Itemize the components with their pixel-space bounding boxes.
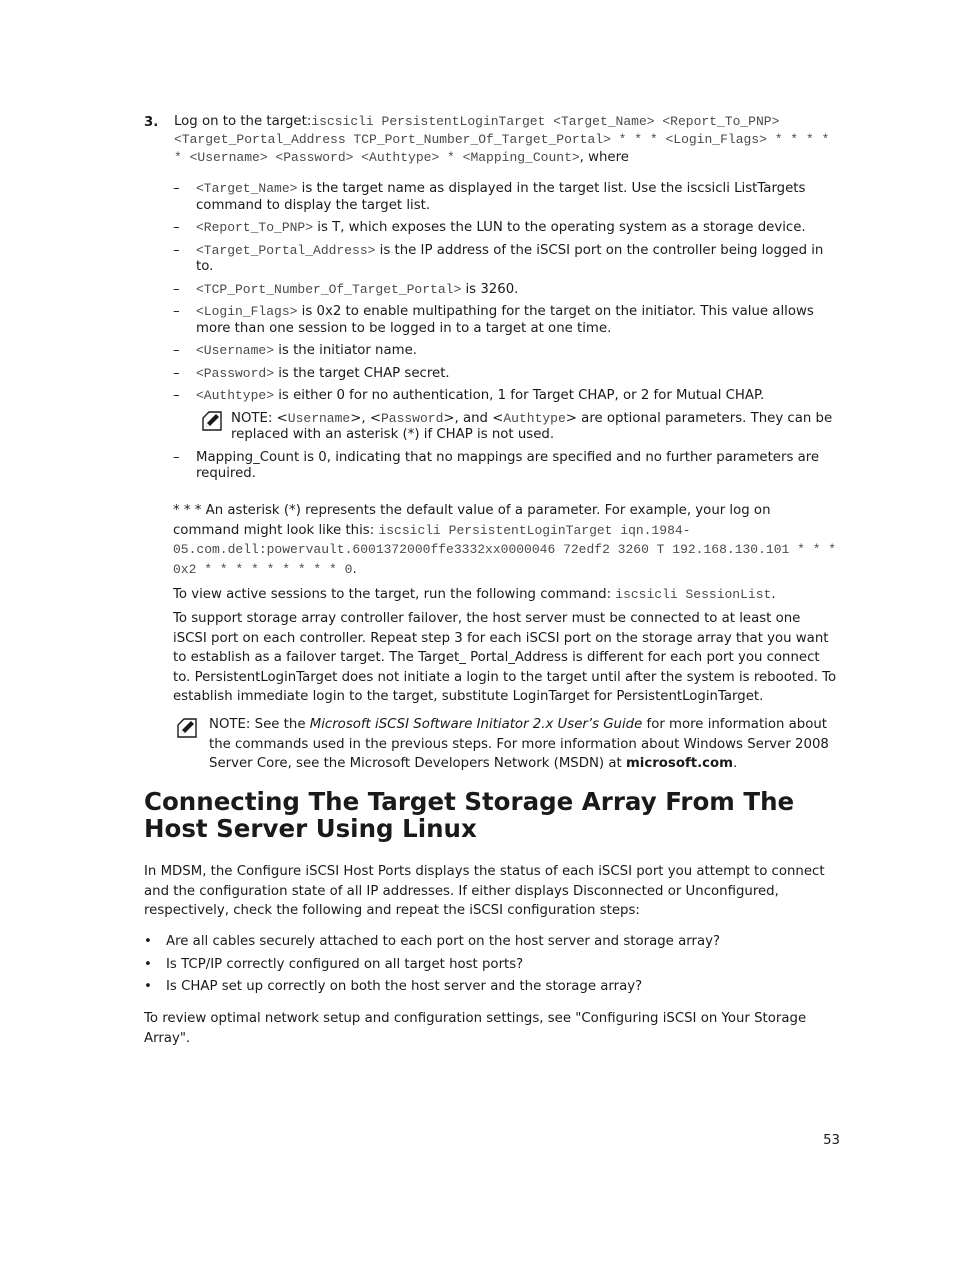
paragraph-end: . [771, 587, 776, 602]
session-list-command: iscsicli SessionList [615, 587, 772, 602]
list-item: – <Target_Portal_Address> is the IP address of the iSCSI port on the controller being logged in to. [173, 242, 824, 274]
param-code: <Login_Flags> [196, 304, 298, 319]
list-item-text: Is CHAP set up correctly on both the host server and the storage array? [166, 979, 643, 994]
param-code: <Target_Name> [196, 181, 298, 196]
asterisk-paragraph [173, 501, 838, 579]
list-item-text: Are all cables securely attached to each port on the host server and storage array? [166, 934, 721, 949]
note-pencil-icon [202, 411, 222, 431]
param-code: <Report_To_PNP> [196, 220, 314, 235]
paragraph-end: . [352, 561, 357, 577]
check-list [144, 932, 834, 1000]
list-item: – <Target_Name> is the target name as displayed in the target list. Use the iscsicli ListTargets command to display the target list. [173, 181, 806, 213]
list-item: – <Authtype> is either 0 for no authentication, 1 for Target CHAP, or 2 for Mutual CHAP. [173, 388, 765, 403]
param-desc: is 0x2 to enable multipathing for the target on the initiator. This value allows more than one session to be logged in to a target at one time. [196, 304, 814, 336]
list-item: • Are all cables securely attached to each port on the host server and storage array? [144, 934, 721, 949]
outro-paragraph: To review optimal network setup and configuration settings, see "Configuring iSCSI on Your Storage Array". [144, 1011, 807, 1046]
list-item: • Is TCP/IP correctly configured on all target host ports? [144, 956, 524, 972]
note-text: >, < [350, 410, 381, 426]
param-desc: is the IP address of the iSCSI port on the controller being logged in to. [196, 242, 824, 274]
param-desc: is 3260. [461, 281, 519, 297]
list-item: – <Password> is the target CHAP secret. [173, 365, 450, 381]
param-desc: is either 0 for no authentication, 1 for Target CHAP, or 2 for Mutual CHAP. [274, 388, 765, 403]
note-label: NOTE: [231, 410, 273, 426]
note-text: < [272, 410, 288, 426]
list-item: – Mapping_Count is 0, indicating that no mappings are specified and no further parameters are required. [173, 449, 820, 481]
guide-title: Microsoft iSCSI Software Initiator 2.x User’s Guide [309, 717, 643, 732]
list-item: – <Login_Flags> is 0x2 to enable multipathing for the target on the initiator. This value allows more than one session to be logged in to a target at one time. [173, 304, 814, 336]
note-msdn [173, 715, 838, 774]
step-text [174, 113, 844, 167]
param-desc: is the initiator name. [274, 343, 417, 358]
step-lead: Log on to the target: [174, 114, 312, 129]
param-code: <Authtype> [196, 388, 275, 403]
param-desc: is the target CHAP secret. [274, 365, 450, 381]
note-block [173, 411, 843, 444]
mapping-count-item: Mapping_Count is 0, indicating that no mappings are specified and no further parameters are required. [196, 449, 820, 481]
param-desc: is the target name as displayed in the target list. Use the iscsicli ListTargets command to display the target list. [196, 181, 806, 213]
parameter-list [173, 181, 843, 489]
list-item: – <Username> is the initiator name. [173, 343, 417, 358]
list-item: – <Report_To_PNP> is T, which exposes the LUN to the operating system as a storage device. [173, 220, 806, 235]
note-label: NOTE: [209, 717, 251, 732]
note-text: See the [250, 717, 310, 732]
note-pencil-icon [177, 718, 197, 738]
param-desc: is T, which exposes the LUN to the operating system as a storage device. [313, 220, 806, 235]
msdn-link[interactable]: microsoft.com [625, 756, 734, 771]
param-code: <TCP_Port_Number_Of_Target_Portal> [196, 281, 462, 297]
section-heading: Connecting The Target Storage Array From The Host Server Using Linux [144, 787, 795, 843]
note-text: >, and < [443, 410, 504, 426]
login-command: iscsicli PersistentLoginTarget <Target_Name> <Report_To_PNP> <Target_Portal_Address TCP_Port_Number_Of_Target_Portal> * * * <Login_Flags> * * * * * <Username> <Password> <Authtype> * <Mapping_Count> [174, 114, 830, 165]
paragraph-text: To view active sessions to the target, run the following command: [173, 587, 616, 602]
example-command: iscsicli PersistentLoginTarget iqn.1984-05.com.dell:powervault.6001372000ffe3332xx0000046 72edf2 3260 T 192.168.130.101 * * * 0x2 * * * * * * * * * 0 [173, 522, 837, 577]
note-text: > are optional parameters. They can be replaced with an asterisk (*) if CHAP is not used. [231, 410, 833, 442]
note-code-username: Username [287, 410, 351, 426]
note-code-authtype: Authtype [503, 410, 566, 426]
intro-paragraph: In MDSM, the Configure iSCSI Host Ports displays the status of each iSCSI port you attempt to connect and the configuration state of all IP addresses. If either displays Disconnected or Unconfigured, respectively, check the following and repeat the iSCSI configuration steps: [144, 864, 825, 918]
step-tail: , where [579, 150, 629, 165]
note-text: . [733, 756, 738, 771]
note-optional-params [196, 411, 843, 444]
param-code: <Username> [196, 343, 275, 358]
list-item: • Is CHAP set up correctly on both the host server and the storage array? [144, 979, 643, 994]
failover-paragraph: To support storage array controller failover, the host server must be connected to at least one iSCSI port on each controller. Repeat step 3 for each iSCSI port on the storage array that you want to establish as a failover target. The Target_ Portal_Address is different for each port you connect to. PersistentLoginTarget does not initiate a login to the target until after the system is rebooted. To establish immediate login to the target, substitute LoginTarget for PersistentLoginTarget. [173, 611, 837, 704]
page-number: 53 [823, 1133, 840, 1148]
note-text: for more information about the commands used in the previous steps. For more information about Windows Server 2008 Server Core, see the Microsoft Developers Network (MSDN) at [209, 717, 829, 771]
sessions-paragraph [173, 585, 838, 605]
param-code: <Target_Portal_Address> [196, 242, 376, 258]
paragraph-text: * * * An asterisk (*) represents the default value of a parameter. For example, your log on command might look like this: [173, 503, 771, 538]
list-item-text: Is TCP/IP correctly configured on all target host ports? [166, 956, 524, 972]
param-code: <Password> [196, 365, 275, 381]
note-code-password: Password [380, 410, 444, 426]
step-number: 3. [144, 115, 159, 130]
list-item: – <TCP_Port_Number_Of_Target_Portal> is 3260. [173, 281, 519, 297]
step-3 [144, 113, 844, 167]
